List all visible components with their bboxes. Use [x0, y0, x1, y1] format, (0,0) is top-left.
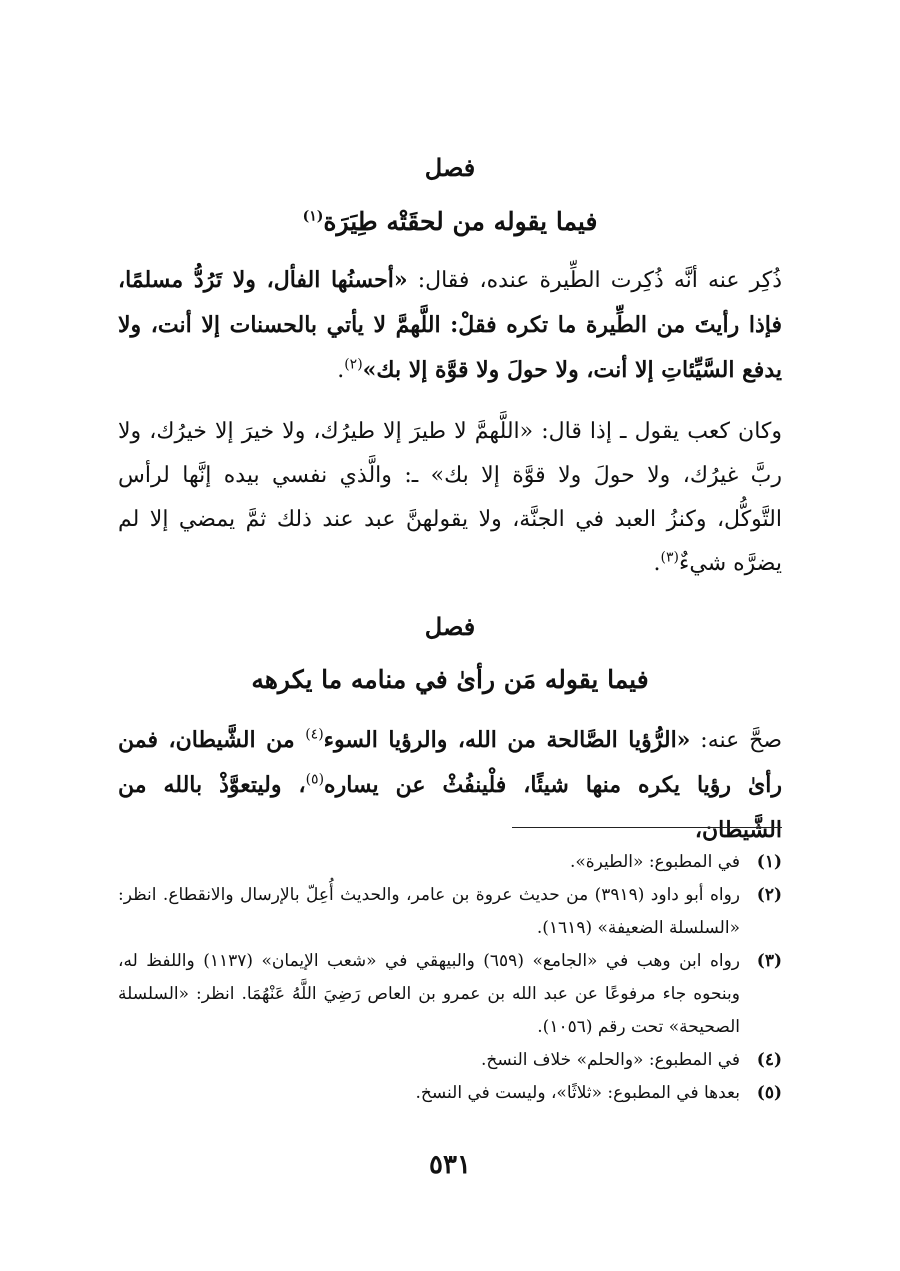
footnote-divider: [512, 827, 782, 828]
paragraph-kaab-end: .: [653, 551, 661, 576]
paragraph-ruya-intro: صحَّ عنه:: [690, 728, 783, 753]
footnote-number: (١): [756, 852, 782, 872]
paragraph-kaab: [118, 410, 782, 586]
paragraph-tiyara: [118, 258, 782, 393]
footnote-text: في المطبوع: «والحلم» خلاف النسخ.: [480, 1050, 740, 1070]
page-number: ٥٣١: [429, 1150, 471, 1180]
section-title-1: [0, 207, 900, 236]
footnote-number: (٣): [756, 951, 782, 971]
footnote-item: [118, 945, 782, 1044]
footnote-text: في المطبوع: «الطيرة».: [569, 852, 740, 872]
footnote-number: (٥): [756, 1083, 782, 1103]
footnote-ref-4: (٤): [305, 726, 324, 743]
footnotes: [118, 846, 782, 1110]
paragraph-tiyara-intro: ذُكِر عنه أنَّه ذُكِرت الطِّيرة عنده، فقال:: [407, 268, 782, 293]
footnote-item: [118, 879, 782, 945]
paragraph-kaab-text: وكان كعب يقول ـ إذا قال: «اللَّهمَّ لا طيرَ إلا طيرُك، ولا خيرَ إلا خيرُك، ولا ربَّ غيرُك، ولا حولَ ولا قوَّة إلا بك» ـ: والَّذي نفسي بيده إنَّها لرأس التَّوكُّل، وكنزُ العبد في الجنَّة، ولا يقولهنَّ عبد عند ذلك ثمَّ يمضي إلا لم يضرَّه شيءٌ: [118, 419, 782, 576]
section-label-1: فصل: [424, 153, 476, 182]
section-title-1-text: فيما يقوله من لحقَتْه طِيَرَة: [323, 207, 598, 236]
footnote-item: [118, 1077, 782, 1110]
footnote-item: [118, 1044, 782, 1077]
footnote-ref-3: (٣): [660, 549, 680, 566]
footnote-item: [118, 846, 782, 879]
hadith-ruya-2: من الشَّيطان، فمن رأىٰ رؤيا يكره منها شيئًا، فلْينفُثْ عن يساره: [118, 727, 782, 798]
footnote-ref-2: (٢): [344, 356, 363, 373]
footnote-text: بعدها في المطبوع: «ثلاثًا»، وليست في النسخ.: [415, 1083, 740, 1103]
footnote-ref-1: (١): [302, 208, 324, 225]
hadith-ruya-1: «الرُّؤيا الصَّالحة من الله، والرؤيا السوء: [323, 727, 691, 753]
footnote-ref-5: (٥): [305, 771, 325, 788]
hadith-tiyara: «أحسنُها الفأل، ولا تَرُدُّ مسلمًا، فإذا رأيتَ من الطِّيرة ما تكره فقلْ: اللَّهمَّ لا يأتي بالحسنات إلا أنت، ولا يدفع السَّيِّئاتِ إلا أنت، ولا حولَ ولا قوَّة إلا بك»: [118, 267, 782, 383]
section-title-2: فيما يقوله مَن رأىٰ في منامه ما يكرهه: [251, 665, 649, 694]
footnote-number: (٢): [756, 885, 782, 905]
footnote-text: رواه أبو داود (٣٩١٩) من حديث عروة بن عامر، والحديث أُعِلّ بالإرسال والانقطاع. انظر: «السلسلة الضعيفة» (١٦١٩).: [118, 885, 740, 938]
footnote-number: (٤): [756, 1050, 782, 1070]
hadith-ruya-3: ، وليتعوَّذْ بالله من الشَّيطان،: [118, 772, 782, 843]
paragraph-ruya: [118, 718, 782, 853]
section-label-2: فصل: [424, 612, 476, 641]
paragraph-tiyara-end: .: [337, 358, 345, 383]
footnote-text: رواه ابن وهب في «الجامع» (٦٥٩) والبيهقي في «شعب الإيمان» (١١٣٧) واللفظ له، وبنحوه جاء مرفوعًا عن عبد الله بن عمرو بن العاص رَضِيَ اللَّهُ عَنْهُمَا. انظر: «السلسلة الصحيحة» تحت رقم (١٠٥٦).: [118, 951, 740, 1037]
